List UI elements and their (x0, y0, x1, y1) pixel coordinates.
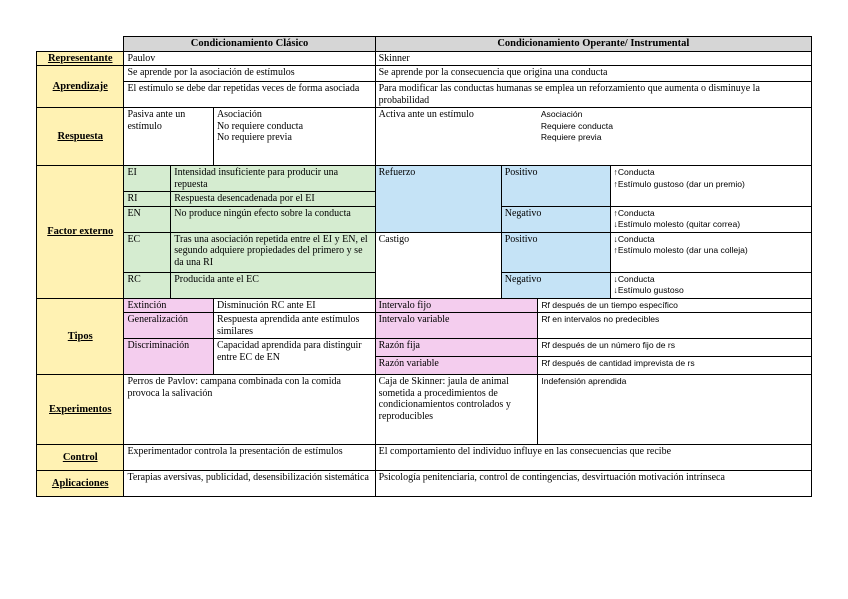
respuesta-classical-a: Pasiva ante un estímulo (124, 108, 213, 166)
respuesta-operant-a: Activa ante un estímulo (375, 108, 538, 166)
factor-code: RI (124, 192, 171, 207)
tipos-row-1 (37, 298, 812, 313)
tipos-name: Intervalo variable (375, 313, 538, 339)
factor-sign: Positivo (501, 232, 610, 272)
respuesta-operant-b (538, 108, 812, 166)
tipos-desc: Rf después de un número fijo de rs (538, 339, 812, 357)
row-label-representante: Representante (37, 51, 124, 66)
tipos-row-2 (37, 313, 812, 339)
comparison-table (36, 36, 812, 497)
tipos-name: Extinción (124, 298, 213, 313)
factor-castigo: Castigo (375, 232, 501, 298)
factor-code: EC (124, 232, 171, 272)
factor-refuerzo: Refuerzo (375, 166, 501, 233)
respuesta-operant-b-line: Requiere conducta (540, 120, 613, 131)
aprendizaje-operant-1: Se aprende por la consecuencia que origina una conducta (375, 66, 811, 82)
respuesta-classical-b-line: Asociación (216, 109, 262, 120)
tipos-row-3 (37, 339, 812, 357)
respuesta-operant-b-line: Asociación (540, 109, 583, 119)
tipos-name: Razón fija (375, 339, 538, 357)
respuesta-classical-b-line: No requiere previa (216, 132, 292, 143)
respuesta-operant-b-line: Requiere previa (540, 132, 602, 142)
tipos-desc: Respuesta aprendida ante estímulos similares (213, 313, 375, 339)
factor-code: EN (124, 206, 171, 232)
tipos-name: Discriminación (124, 339, 213, 375)
respuesta-row (37, 108, 812, 166)
factor-effect-line: ↓Estímulo gustoso (613, 285, 684, 295)
experimentos-operant-b: Indefensión aprendida (538, 375, 812, 445)
tipos-desc: Disminución RC ante EI (213, 298, 375, 313)
row-label-aprendizaje: Aprendizaje (37, 66, 124, 108)
aprendizaje-classical-2: El estímulo se debe dar repetidas veces de forma asociada (124, 82, 375, 108)
representante-classical: Paulov (124, 51, 375, 66)
tipos-desc: Rf en intervalos no predecibles (538, 313, 812, 339)
representante-operant: Skinner (375, 51, 811, 66)
aprendizaje-row-1 (37, 66, 812, 82)
row-label-control: Control (37, 445, 124, 471)
control-operant: El comportamiento del individuo influye en las consecuencias que recibe (375, 445, 811, 471)
tipos-name: Intervalo fijo (375, 298, 538, 313)
factor-sign: Negativo (501, 206, 610, 232)
experimentos-row (37, 375, 812, 445)
factor-sign: Negativo (501, 272, 610, 298)
factor-code: EI (124, 166, 171, 192)
respuesta-classical-b-line: No requiere conducta (216, 120, 304, 132)
aplicaciones-classical: Terapias aversivas, publicidad, desensibilización sistemática (124, 471, 375, 497)
header-operant: Condicionamiento Operante/ Instrumental (375, 37, 811, 52)
factor-effect (610, 232, 811, 272)
factor-desc: Intensidad insuficiente para producir una repuesta (171, 166, 375, 192)
factor-code: RC (124, 272, 171, 298)
factor-effect-line: ↑Conducta (613, 167, 655, 177)
tipos-desc: Capacidad aprendida para distinguir entre EC de EN (213, 339, 375, 375)
factor-effect-line: ↑Estímulo gustoso (dar un premio) (613, 178, 745, 189)
factor-row-ei (37, 166, 812, 180)
row-label-experimentos: Experimentos (37, 375, 124, 445)
control-row (37, 445, 812, 471)
factor-desc: Producida ante el EC (171, 272, 375, 298)
factor-effect-line: ↑Estímulo molesto (dar una colleja) (613, 245, 748, 255)
tipos-name: Razón variable (375, 357, 538, 375)
row-label-aplicaciones: Aplicaciones (37, 471, 124, 497)
factor-effect-line: ↓Conducta (613, 273, 655, 284)
factor-effect-line: ↓Estímulo molesto (quitar correa) (613, 219, 741, 229)
corner-cell (37, 37, 124, 52)
factor-effect (610, 272, 811, 298)
factor-sign: Positivo (501, 166, 610, 207)
aplicaciones-row (37, 471, 812, 497)
factor-row-ec (37, 232, 812, 250)
factor-desc: Respuesta desencadenada por el EI (171, 192, 375, 207)
row-label-factor: Factor externo (37, 166, 124, 299)
row-label-tipos: Tipos (37, 298, 124, 375)
factor-desc: No produce ningún efecto sobre la conducta (171, 206, 375, 232)
control-classical: Experimentador controla la presentación de estímulos (124, 445, 375, 471)
respuesta-classical-b (213, 108, 375, 166)
factor-desc: Tras una asociación repetida entre el EI y EN, el segundo adquiere propiedades del primero y se da una RI (171, 232, 375, 272)
factor-effect-line: ↓Conducta (613, 233, 655, 244)
factor-effect (610, 166, 811, 207)
tipos-desc: Rf después de cantidad imprevista de rs (538, 357, 812, 375)
tipos-desc: Rf después de un tiempo específico (538, 298, 812, 313)
aprendizaje-operant-2: Para modificar las conductas humanas se emplea un reforzamiento que aumenta o disminuye la probabilidad (375, 82, 811, 108)
aplicaciones-operant: Psicología penitenciaria, control de contingencias, desvirtuación motivación intrínseca (375, 471, 811, 497)
factor-effect-line: ↑Conducta (613, 207, 655, 218)
factor-effect (610, 206, 811, 232)
tipos-name: Generalización (124, 313, 213, 339)
experimentos-classical: Perros de Pavlov: campana combinada con la comida provoca la salivación (124, 375, 375, 445)
experimentos-operant-a: Caja de Skinner: jaula de animal sometida a procedimientos de condicionamientos controlados y reproducibles (375, 375, 538, 445)
row-label-respuesta: Respuesta (37, 108, 124, 166)
header-row (37, 37, 812, 52)
representante-row (37, 51, 812, 66)
aprendizaje-classical-1: Se aprende por la asociación de estímulos (124, 66, 375, 82)
aprendizaje-row-2 (37, 82, 812, 108)
header-classical: Condicionamiento Clásico (124, 37, 375, 52)
